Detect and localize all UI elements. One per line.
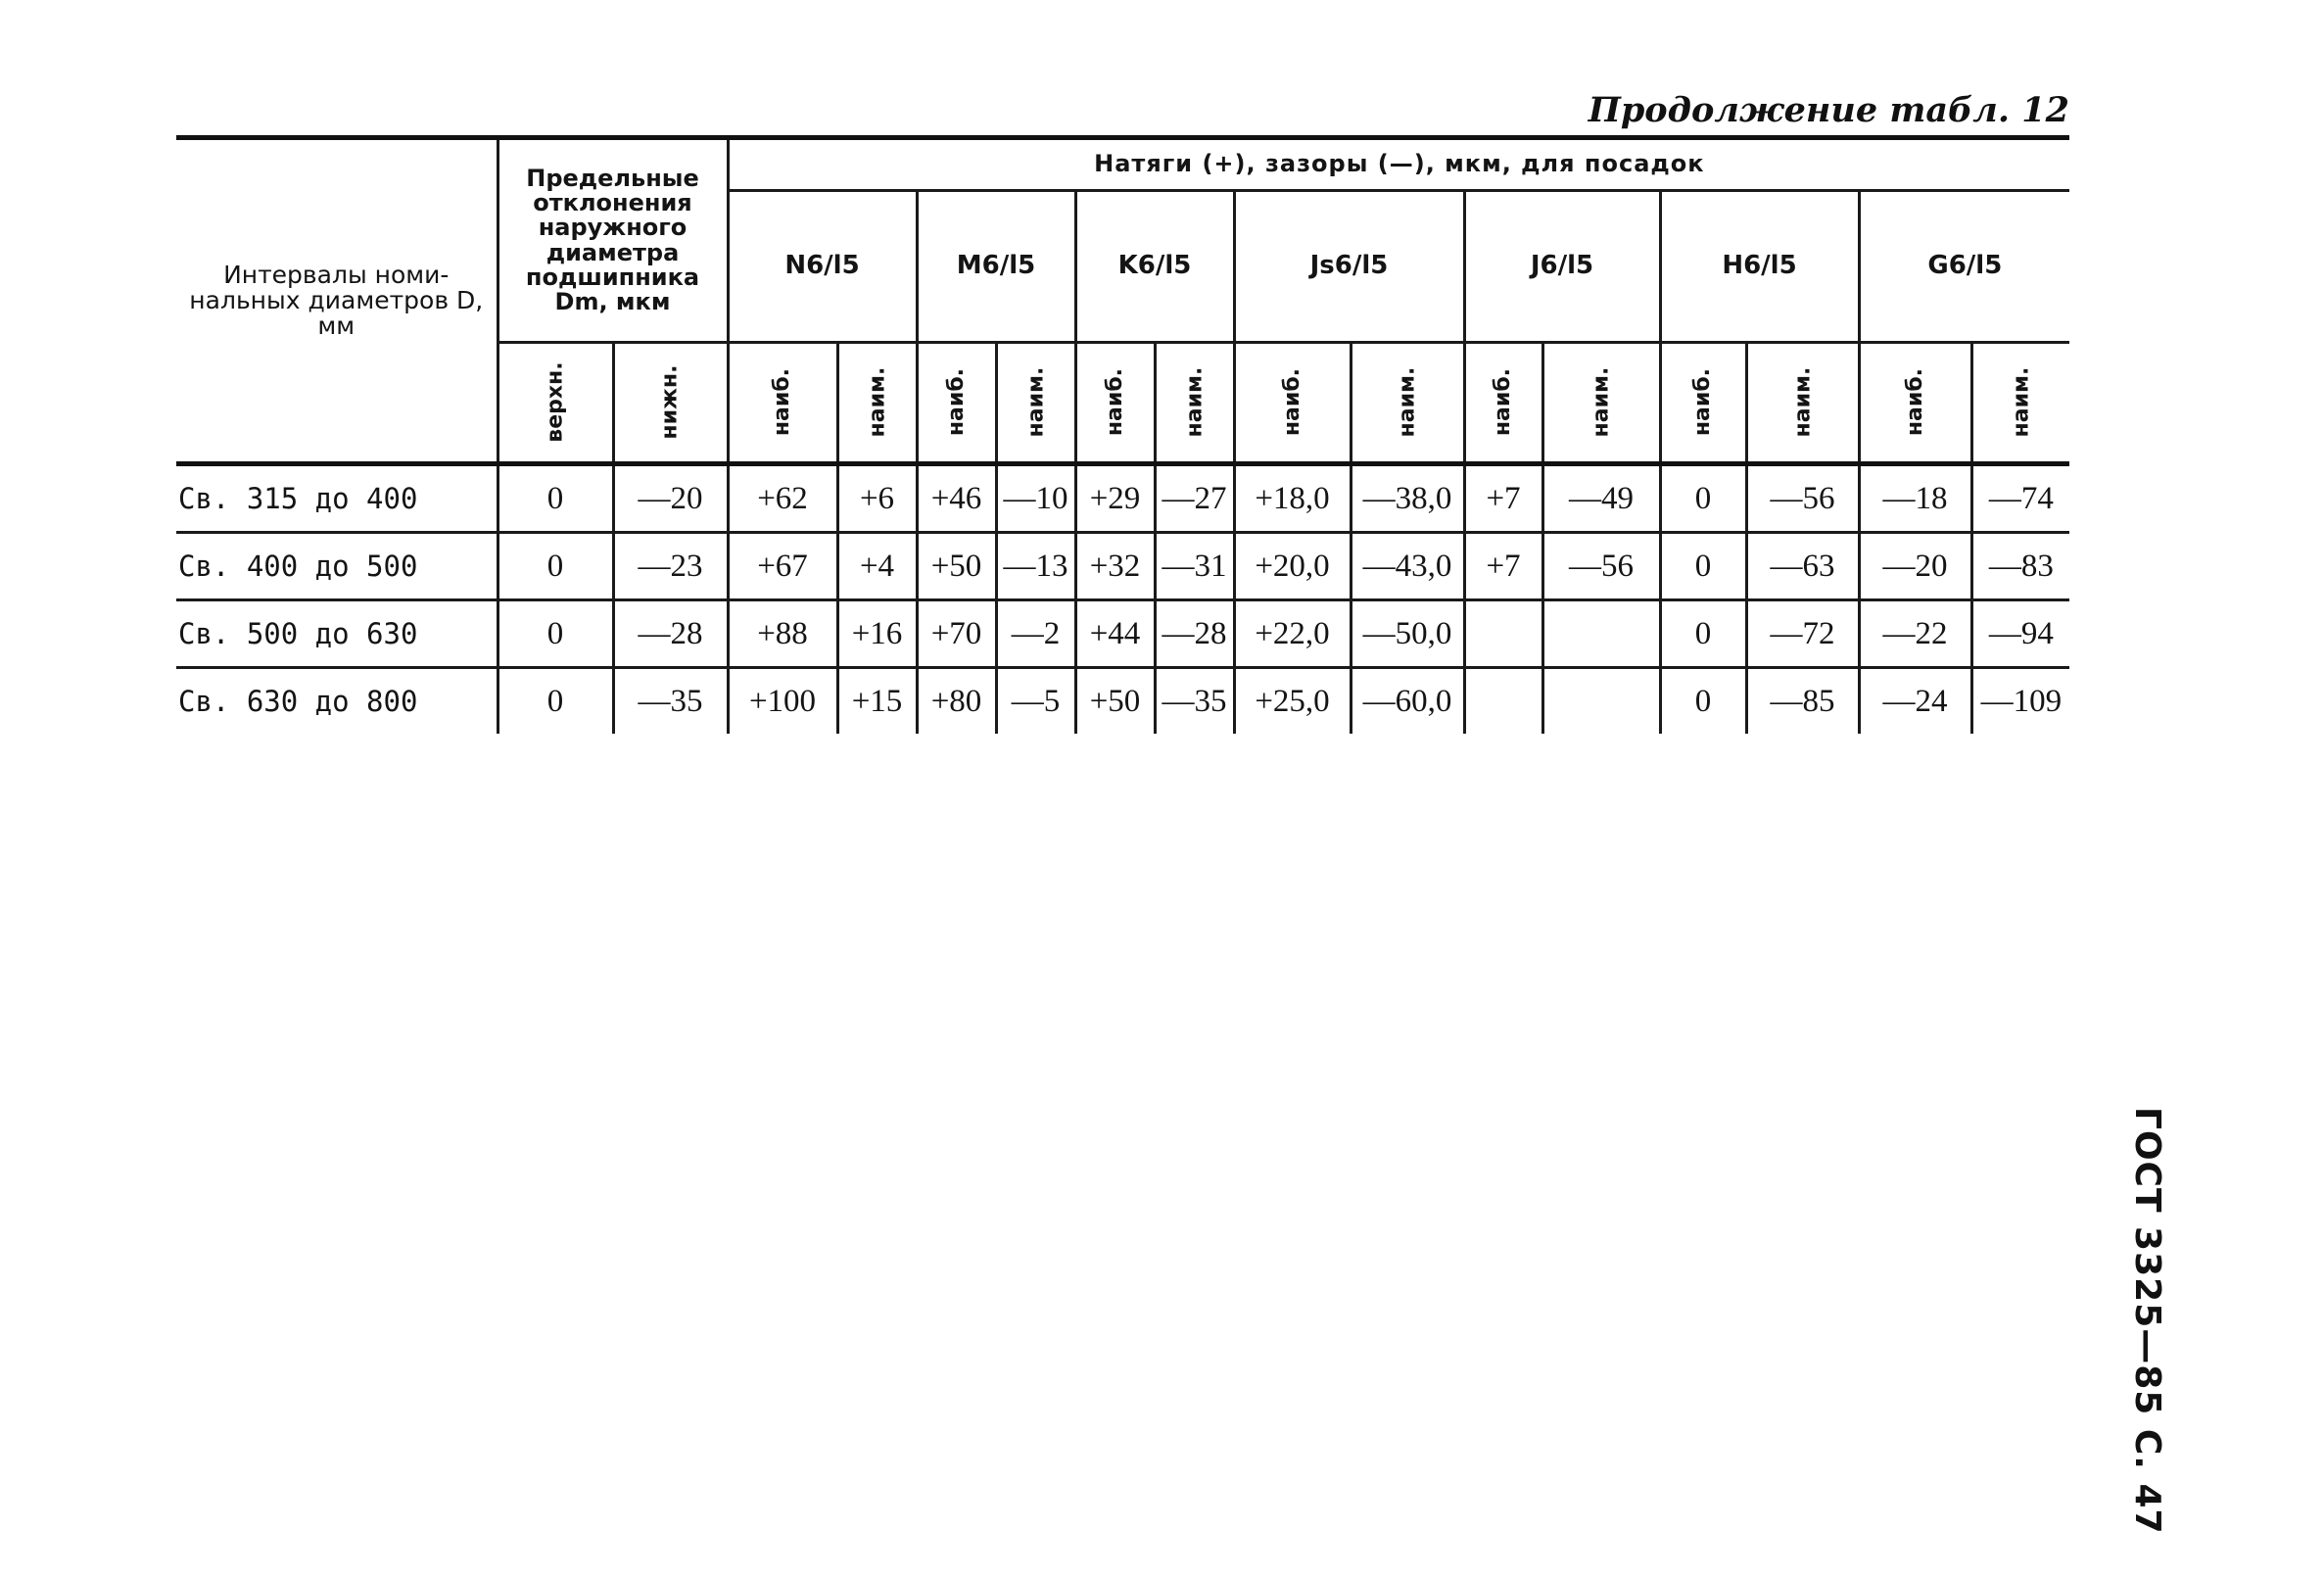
cell-h6-min: —85 xyxy=(1746,668,1859,735)
cell-limit-lower: —20 xyxy=(613,464,728,533)
cell-k6-min: —31 xyxy=(1155,533,1234,600)
cell-g6-max: —20 xyxy=(1859,533,1971,600)
table-row xyxy=(176,600,2069,668)
fits-table xyxy=(176,135,2069,734)
k6-min-header: наим. xyxy=(1155,343,1234,464)
cell-limit-upper: 0 xyxy=(498,668,613,735)
cell-js6-max: +25,0 xyxy=(1234,668,1351,735)
cell-limit-upper: 0 xyxy=(498,533,613,600)
cell-h6-min: —56 xyxy=(1746,464,1859,533)
fit-header-n6: N6/l5 xyxy=(728,191,917,343)
cell-k6-min: —35 xyxy=(1155,668,1234,735)
standard-page-reference: ГОСТ 3325—85 С. 47 xyxy=(2127,1107,2167,1535)
cell-n6-max: +100 xyxy=(728,668,837,735)
cell-g6-max: —22 xyxy=(1859,600,1971,668)
cell-limit-lower: —35 xyxy=(613,668,728,735)
cell-m6-min: —5 xyxy=(996,668,1075,735)
cell-js6-max: +18,0 xyxy=(1234,464,1351,533)
limits-header: Предельные отклонения наружного диаметра подшипника Dm, мкм xyxy=(498,138,728,343)
h6-max-header: наиб. xyxy=(1660,343,1746,464)
cell-j6-min xyxy=(1542,600,1660,668)
cell-g6-min: —109 xyxy=(1971,668,2069,735)
cell-j6-min xyxy=(1542,668,1660,735)
cell-m6-max: +46 xyxy=(917,464,996,533)
cell-j6-min: —49 xyxy=(1542,464,1660,533)
row-interval-label: Св. 315 до 400 xyxy=(176,464,498,533)
intervals-header: Интервалы номи-нальных диаметров D, мм xyxy=(176,138,498,464)
cell-h6-min: —63 xyxy=(1746,533,1859,600)
fit-header-m6: M6/l5 xyxy=(917,191,1075,343)
js6-min-header: наим. xyxy=(1351,343,1464,464)
cell-m6-min: —13 xyxy=(996,533,1075,600)
cell-limit-lower: —28 xyxy=(613,600,728,668)
cell-g6-min: —83 xyxy=(1971,533,2069,600)
cell-limit-upper: 0 xyxy=(498,600,613,668)
cell-js6-min: —38,0 xyxy=(1351,464,1464,533)
g6-max-header: наиб. xyxy=(1859,343,1971,464)
cell-n6-min: +4 xyxy=(837,533,917,600)
limit-upper-header: верхн. xyxy=(498,343,613,464)
cell-g6-min: —94 xyxy=(1971,600,2069,668)
cell-limit-upper: 0 xyxy=(498,464,613,533)
fit-header-js6: Js6/l5 xyxy=(1234,191,1464,343)
cell-k6-min: —28 xyxy=(1155,600,1234,668)
cell-j6-min: —56 xyxy=(1542,533,1660,600)
cell-n6-max: +67 xyxy=(728,533,837,600)
cell-js6-max: +20,0 xyxy=(1234,533,1351,600)
cell-j6-max: +7 xyxy=(1464,533,1542,600)
n6-max-header: наиб. xyxy=(728,343,837,464)
cell-limit-lower: —23 xyxy=(613,533,728,600)
m6-max-header: наиб. xyxy=(917,343,996,464)
js6-max-header: наиб. xyxy=(1234,343,1351,464)
cell-js6-min: —43,0 xyxy=(1351,533,1464,600)
table-continuation-caption: Продолжение табл. 12 xyxy=(1588,90,2069,130)
cell-js6-min: —50,0 xyxy=(1351,600,1464,668)
fit-header-g6: G6/l5 xyxy=(1859,191,2069,343)
row-interval-label: Св. 500 до 630 xyxy=(176,600,498,668)
table-row xyxy=(176,533,2069,600)
row-interval-label: Св. 630 до 800 xyxy=(176,668,498,735)
table-row xyxy=(176,464,2069,533)
cell-m6-min: —2 xyxy=(996,600,1075,668)
cell-m6-min: —10 xyxy=(996,464,1075,533)
cell-m6-max: +80 xyxy=(917,668,996,735)
cell-h6-max: 0 xyxy=(1660,533,1746,600)
k6-max-header: наиб. xyxy=(1075,343,1155,464)
table-row xyxy=(176,668,2069,735)
j6-max-header: наиб. xyxy=(1464,343,1542,464)
table-container xyxy=(176,135,2069,734)
j6-min-header: наим. xyxy=(1542,343,1660,464)
g6-min-header: наим. xyxy=(1971,343,2069,464)
cell-j6-max: +7 xyxy=(1464,464,1542,533)
cell-h6-max: 0 xyxy=(1660,600,1746,668)
cell-g6-max: —18 xyxy=(1859,464,1971,533)
cell-h6-min: —72 xyxy=(1746,600,1859,668)
cell-h6-max: 0 xyxy=(1660,464,1746,533)
cell-m6-max: +70 xyxy=(917,600,996,668)
cell-h6-max: 0 xyxy=(1660,668,1746,735)
cell-n6-min: +6 xyxy=(837,464,917,533)
cell-g6-max: —24 xyxy=(1859,668,1971,735)
fits-group-header: Натяги (+), зазоры (—), мкм, для посадок xyxy=(728,138,2069,191)
m6-min-header: наим. xyxy=(996,343,1075,464)
cell-j6-max xyxy=(1464,668,1542,735)
table-body xyxy=(176,464,2069,735)
cell-n6-min: +15 xyxy=(837,668,917,735)
cell-j6-max xyxy=(1464,600,1542,668)
cell-k6-max: +32 xyxy=(1075,533,1155,600)
h6-min-header: наим. xyxy=(1746,343,1859,464)
cell-k6-max: +29 xyxy=(1075,464,1155,533)
cell-k6-max: +44 xyxy=(1075,600,1155,668)
cell-n6-max: +88 xyxy=(728,600,837,668)
cell-n6-max: +62 xyxy=(728,464,837,533)
cell-m6-max: +50 xyxy=(917,533,996,600)
fit-header-j6: J6/l5 xyxy=(1464,191,1660,343)
cell-k6-min: —27 xyxy=(1155,464,1234,533)
n6-min-header: наим. xyxy=(837,343,917,464)
cell-js6-min: —60,0 xyxy=(1351,668,1464,735)
row-interval-label: Св. 400 до 500 xyxy=(176,533,498,600)
cell-k6-max: +50 xyxy=(1075,668,1155,735)
fit-header-k6: K6/l5 xyxy=(1075,191,1234,343)
cell-g6-min: —74 xyxy=(1971,464,2069,533)
limit-lower-header: нижн. xyxy=(613,343,728,464)
fit-header-h6: H6/l5 xyxy=(1660,191,1859,343)
cell-n6-min: +16 xyxy=(837,600,917,668)
cell-js6-max: +22,0 xyxy=(1234,600,1351,668)
